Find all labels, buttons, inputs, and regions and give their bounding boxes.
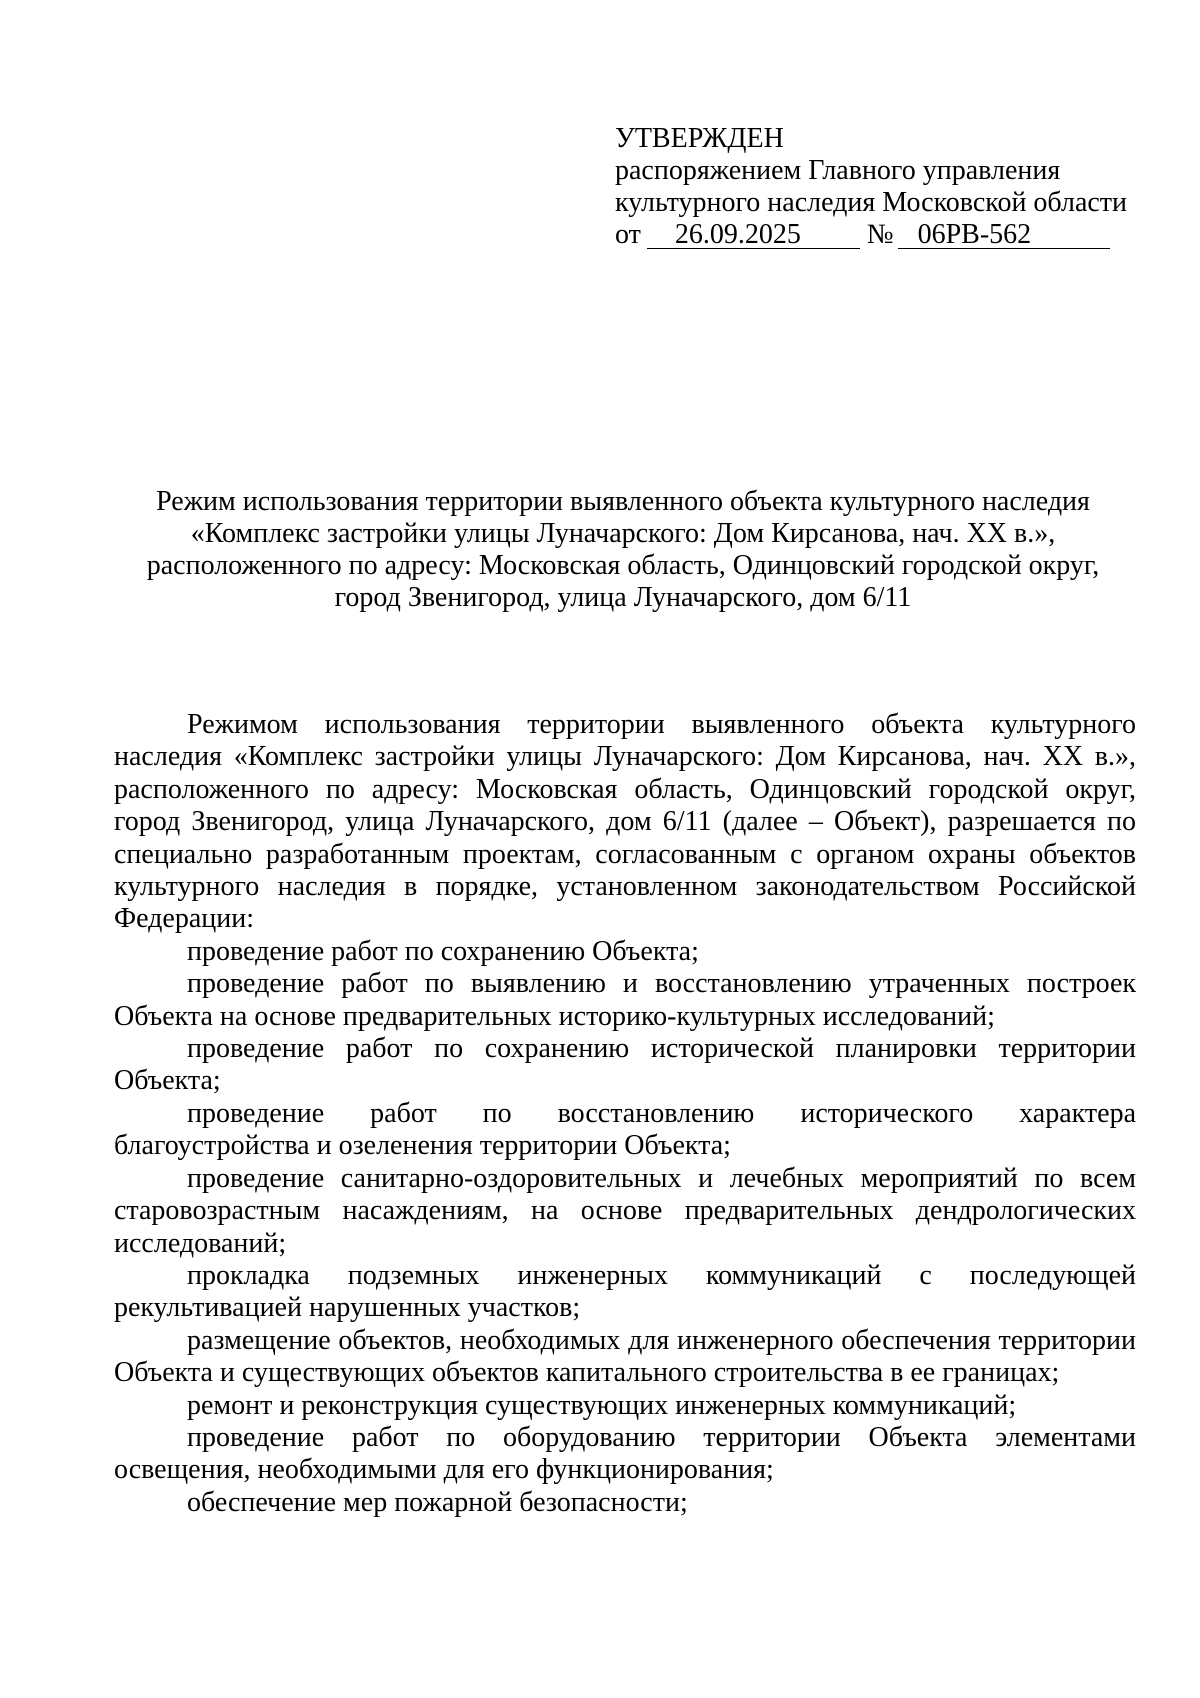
- approval-date: 26.09.2025: [647, 222, 860, 249]
- number-prefix: №: [866, 219, 894, 250]
- list-item: проведение работ по сохранению исторической планировки территории Объекта;: [114, 1033, 1136, 1097]
- approval-number: 06РВ-562: [898, 222, 1110, 249]
- list-item: проведение работ по выявлению и восстановлению утраченных построек Объекта на основе предварительных историко-культурных исследований;: [114, 968, 1136, 1032]
- list-item: прокладка подземных инженерных коммуникаций с последующей рекультивацией нарушенных участков;: [114, 1259, 1136, 1324]
- approval-line-2: культурного наследия Московской области: [615, 187, 1128, 218]
- date-prefix: от: [615, 219, 641, 250]
- list-item: размещение объектов, необходимых для инженерного обеспечения территории Объекта и существующих объектов капитального строительства в ее границах;: [114, 1324, 1136, 1389]
- approval-line-1: распоряжением Главного управления: [615, 155, 1061, 186]
- intro-paragraph: Режимом использования территории выявленного объекта культурного наследия «Комплекс застройки улицы Луначарского: Дом Кирсанова, нач. XX в.», расположенного по адресу: Московская область, Одинцовский городской округ, город Звенигород, улица Луначарского, дом 6/11 (далее – Объект), разрешается по специально разработанным проектам, согласованным с органом охраны объектов культурного наследия в порядке, установленном законодательством Российской Федерации:: [114, 709, 1136, 935]
- approval-stamp: [615, 123, 1135, 251]
- list-item: проведение работ по сохранению Объекта;: [187, 935, 699, 967]
- list-item: ремонт и реконструкция существующих инженерных коммуникаций;: [187, 1389, 1017, 1421]
- title-line-4: город Звенигород, улица Луначарского, дом 6/11: [334, 582, 912, 613]
- approval-date-number-line: [615, 219, 1135, 251]
- title-line-2: «Комплекс застройки улицы Луначарского: Дом Кирсанова, нач. XX в.»,: [190, 518, 1056, 549]
- title-line-3: расположенного по адресу: Московская область, Одинцовский городской округ,: [146, 550, 1100, 581]
- title-line-1: Режим использования территории выявленного объекта культурного наследия: [156, 486, 1090, 517]
- list-item: проведение работ по оборудованию территории Объекта элементами освещения, необходимыми для его функционирования;: [114, 1421, 1136, 1486]
- list-item: обеспечение мер пожарной безопасности;: [187, 1486, 688, 1518]
- document-body: [114, 709, 1136, 1519]
- list-item: проведение санитарно-оздоровительных и лечебных мероприятий по всем старовозрастным насаждениям, на основе предварительных дендрологических исследований;: [114, 1162, 1136, 1259]
- list-item: проведение работ по восстановлению исторического характера благоустройства и озеленения территории Объекта;: [114, 1097, 1136, 1162]
- approval-heading: УТВЕРЖДЕН: [615, 123, 784, 154]
- document-title: [110, 486, 1136, 614]
